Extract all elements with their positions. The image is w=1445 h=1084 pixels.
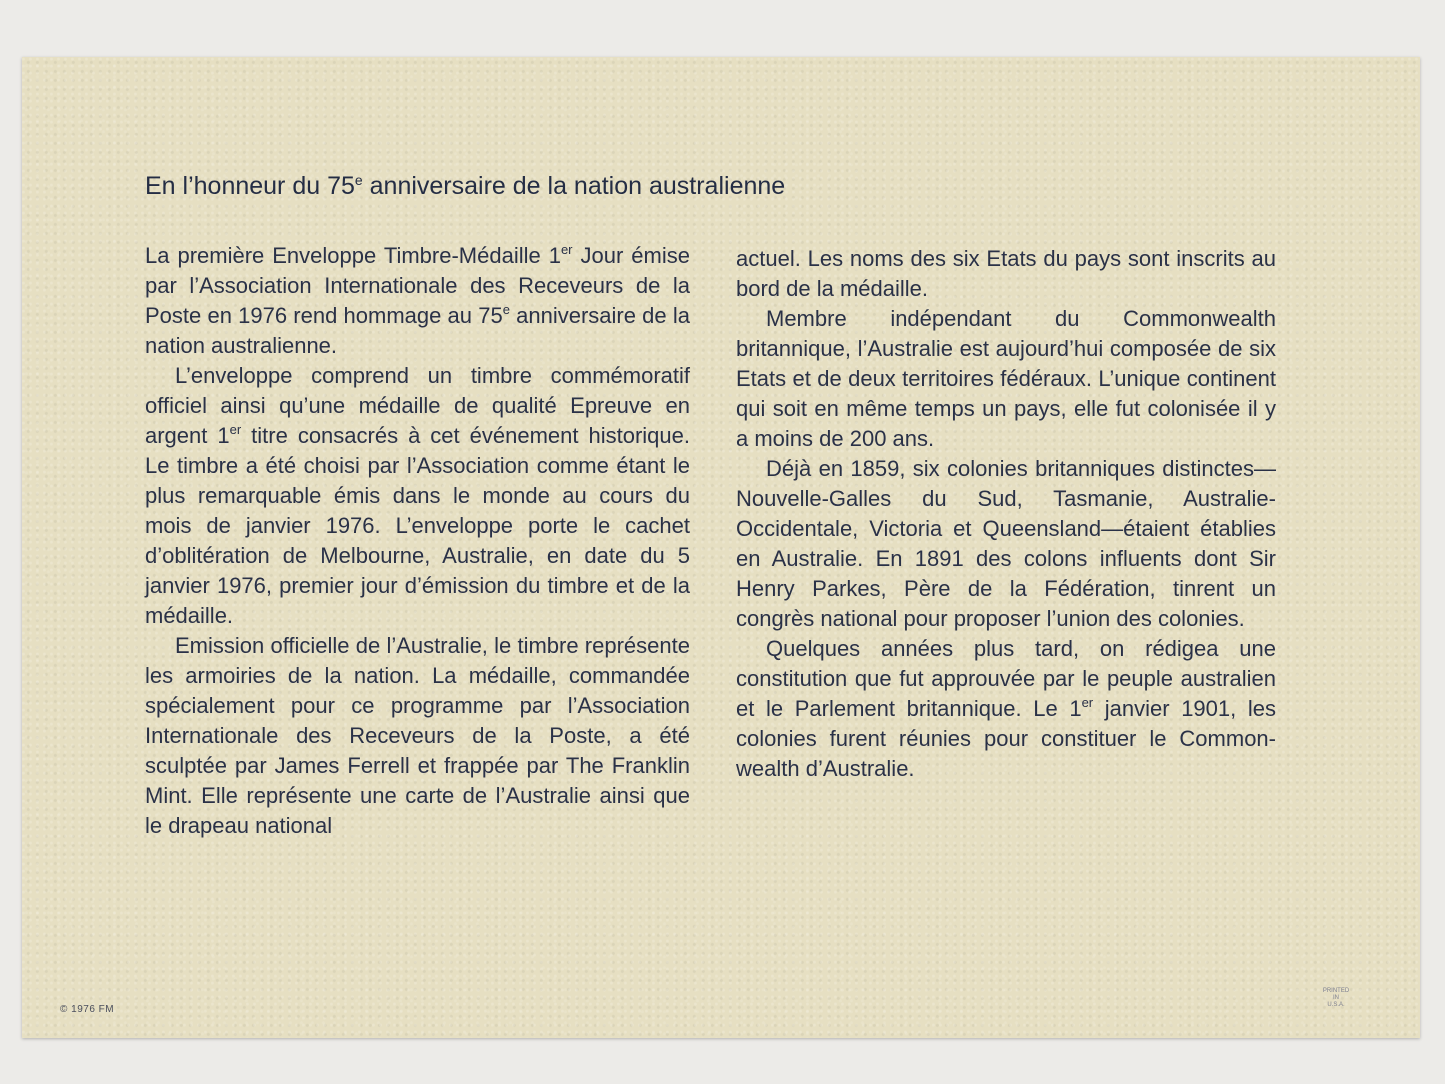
left-column	[145, 241, 690, 841]
paragraph-commonwealth: Membre indépendant du Commonwealth britannique, l’Australie est aujourd’hui composée de six Etats et de deux territoires fédéraux. L’unique continent qui soit en même temps un pays, elle fut colonisée il y a moins de 200 ans.	[736, 306, 1276, 451]
printed-in-usa-mark	[1318, 988, 1354, 1009]
printed-line: PRINTED	[1322, 988, 1350, 994]
copyright-notice: © 1976 FM	[60, 1004, 115, 1015]
paragraph-intro: La première Enveloppe Timbre-Médaille 1er Jour émise par l’Association Internationale des Receveurs de la Poste en 1976 rend hommage au 75e anniversaire de la nation australienne.	[145, 242, 690, 358]
paragraph-continuation: actuel. Les noms des six Etats du pays sont inscrits au bord de la médaille.	[736, 246, 1276, 301]
right-column	[736, 244, 1276, 784]
paragraph-colonies: Déjà en 1859, six colonies britanniques distinctes—Nouvelle-Galles du Sud, Tasmanie, Australie-Occidentale, Victoria et Queensland—étaient établies en Australie. En 1891 des colons influents dont Sir Henry Parkes, Père de la Fédération, tinrent un congrès national pour proposer l’union des colonies.	[736, 456, 1276, 631]
printed-line: IN	[1333, 995, 1339, 1001]
paragraph-constitution: Quelques années plus tard, on rédigea une constitution que fut approuvée par le peuple australien et le Parlement britannique. Le 1er janvier 1901, les colonies furent réunies pour constituer le Commonwealth d’Australie.	[736, 636, 1276, 781]
printed-line: U.S.A.	[1327, 1002, 1345, 1008]
paragraph-envelope: L’enveloppe comprend un timbre commémoratif officiel ainsi qu’une médaille de qualité Epreuve en argent 1er titre consacrés à cet événement historique. Le timbre a été choisi par l’Association comme étant le plus remarquable émis dans le monde au cours du mois de janvier 1976. L’enveloppe porte le cachet d’oblitération de Melbourne, Australie, en date du 5 janvier 1976, premier jour d’émission du timbre et de la médaille.	[145, 363, 690, 628]
document-title: En l’honneur du 75e anniversaire de la nation australienne	[145, 172, 786, 200]
paragraph-emission: Emission officielle de l’Australie, le timbre représente les armoiries de la nation. La médaille, commandée spécialement pour ce programme par l’Association Internationale des Receveurs de la Poste, a été sculptée par James Ferrell et frappée par The Franklin Mint. Elle représente une carte de l’Australie ainsi que le drapeau national	[145, 633, 690, 838]
